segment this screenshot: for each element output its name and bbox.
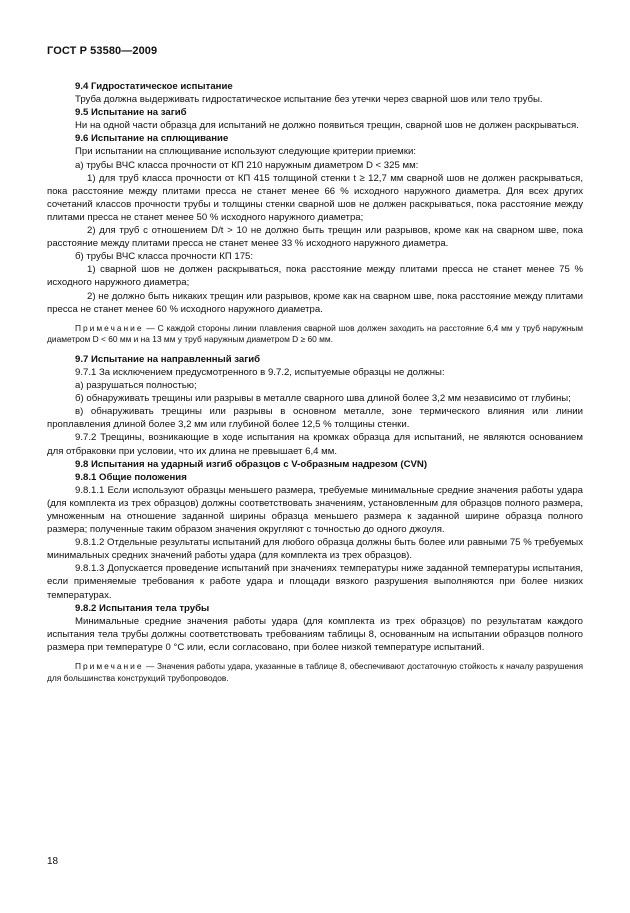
document-body xyxy=(47,80,583,691)
section-9-8-title: 9.8 Испытания на ударный изгиб образцов с V-образным надрезом (CVN) xyxy=(75,458,428,470)
note-2-label: Примечание xyxy=(75,661,144,672)
section-9-6-item-a1: 1) для труб класса прочности от КП 415 толщиной стенки t ≥ 12,7 мм сварной шов не должен раскрываться, пока расстояние между плитами пресса не станет менее 66 % исходного наружного диаметра. Для всех других сочетаний классов прочности трубы и толщины стенки сварной шов не должен раскрываться, пока расстояние между плитами пресса не станет менее 50 % исходного наружного диаметра; xyxy=(47,172,583,223)
section-9-6-title: 9.6 Испытание на сплющивание xyxy=(75,133,229,145)
section-9-4-title: 9.4 Гидростатическое испытание xyxy=(75,81,233,92)
section-9-4-text: Труба должна выдерживать гидростатическое испытание без утечки через сварной шов или тело трубы. xyxy=(75,94,543,106)
section-9-5-text: Ни на одной части образца для испытаний не должно появиться трещин, сварной шов не должен раскрываться. xyxy=(75,120,579,132)
section-9-8-1-title: 9.8.1 Общие положения xyxy=(75,471,187,483)
note-1-text: — С каждой стороны линии плавления сварной шов должен заходить на расстояние 6,4 мм у труб наружным диаметром D < 60 мм и на 13 мм у труб наружным диаметром D ≥ 60 мм. xyxy=(47,322,583,345)
section-9-5-title: 9.5 Испытание на загиб xyxy=(75,107,187,119)
note-2 xyxy=(47,661,583,684)
section-9-8-1-3: 9.8.1.3 Допускается проведение испытаний при значениях температуры ниже заданной температуры испытания, если применяемые требования к работе удара и площади вязкого разрушения выполняются при более низких температурах. xyxy=(47,563,583,601)
section-9-7-2: 9.7.2 Трещины, возникающие в ходе испытания на кромках образца для испытаний, не являются основанием для отбраковки при условии, что их длина не превышает 6,4 мм. xyxy=(47,432,583,457)
section-9-7-1-item-a: а) разрушаться полностью; xyxy=(75,380,197,392)
note-1 xyxy=(47,323,583,346)
section-9-6-item-a2: 2) для труб с отношением D/t > 10 не должно быть трещин или разрывов, кроме как на сварном шве, пока расстояние между плитами пресса не станет менее 33 % исходного наружного диаметра. xyxy=(47,225,583,250)
section-9-7-1-item-c: в) обнаруживать трещины или разрывы в основном металле, зоне термического влияния или линии проплавления длиной более 3,2 мм или глубиной более 12,5 % толщины стенки. xyxy=(47,406,583,431)
section-9-7-1-item-b: б) обнаруживать трещины или разрывы в металле сварного шва длиной более 3,2 мм независимо от глубины; xyxy=(75,393,571,405)
note-2-text: — Значения работы удара, указанные в таблице 8, обеспечивают достаточную стойкость к началу разрушения для большинства конструкций трубопроводов. xyxy=(47,661,583,683)
section-9-8-2-text: Минимальные средние значения работы удара (для комплекта из трех образцов) по результатам каждого испытания тела трубы должны соответствовать требованиям таблицы 8, основанным на испытании образцов полного размера при температуре 0 °С или, если согласовано, при более низкой температуре испытаний. xyxy=(47,615,583,653)
section-9-6-item-b2: 2) не должно быть никаких трещин или разрывов, кроме как на сварном шве, пока расстояние между плитами пресса не станет менее 60 % исходного наружного диаметра. xyxy=(47,290,583,315)
note-1-label: Примечание xyxy=(75,322,144,333)
section-9-6-item-b1: 1) сварной шов не должен раскрываться, пока расстояние между плитами пресса не станет менее 75 % исходного наружного диаметра; xyxy=(47,264,583,289)
section-9-7-1-intro: 9.7.1 За исключением предусмотренного в 9.7.2, испытуемые образцы не должны: xyxy=(75,366,445,378)
section-9-7-title: 9.7 Испытание на направленный загиб xyxy=(75,353,261,365)
section-9-6-intro: При испытании на сплющивание используют следующие критерии приемки: xyxy=(75,146,416,158)
section-9-8-1-1: 9.8.1.1 Если используют образцы меньшего размера, требуемые минимальные средние значения работы удара (для комплекта из трех образцов) должны соответствовать значениям, установленным для образцов полного размера, умноженным на отношение заданной ширины образца меньшего размера к заданной ширине образца полного размера; полученные таким образом значения округляют с точностью до одного джоуля. xyxy=(47,484,583,536)
section-9-8-1-2: 9.8.1.2 Отдельные результаты испытаний для любого образца должны быть более или равными 75 % требуемых минимальных средних значений работы удара (для комплекта из трех образцов). xyxy=(47,537,583,562)
section-9-6-item-b: б) трубы ВЧС класса прочности КП 175: xyxy=(75,251,254,263)
document-code: ГОСТ Р 53580—2009 xyxy=(47,45,158,57)
page-number: 18 xyxy=(47,856,59,867)
section-9-6-item-a: а) трубы ВЧС класса прочности от КП 210 наружным диаметром D < 325 мм: xyxy=(75,159,419,171)
section-9-8-2-title: 9.8.2 Испытания тела трубы xyxy=(75,602,210,614)
